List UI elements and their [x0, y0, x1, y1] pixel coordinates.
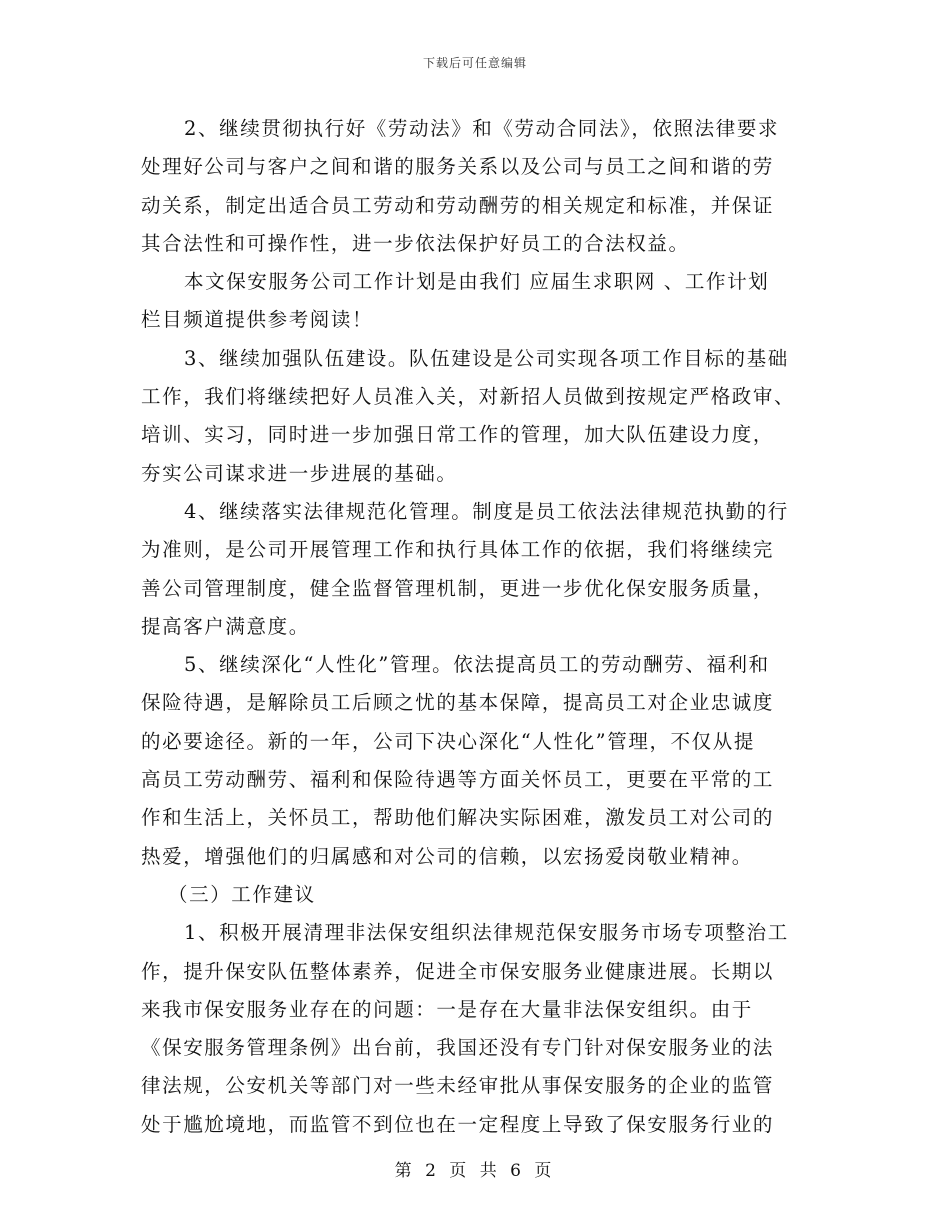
paragraph-line: 栏目频道提供参考阅读！ — [141, 308, 374, 332]
paragraph-line: 《保安服务管理条例》出台前，我国还没有专门针对保安服务业的法 — [141, 1036, 775, 1060]
paragraph-line: 1、积极开展清理非法保安组织法律规范保安服务市场专项整治工 — [184, 921, 789, 945]
paragraph-line: 5、继续深化“人性化”管理。依法提高员工的劳动酬劳、福利和 — [184, 653, 770, 677]
paragraph-line: 为准则，是公司开展管理工作和执行具体工作的依据，我们将继续完 — [141, 538, 775, 562]
paragraph-line: 提高客户满意度。 — [141, 614, 310, 638]
page-footer: 第 2 页 共 6 页 — [394, 1161, 556, 1181]
paragraph-line: 作和生活上，关怀员工，帮助他们解决实际困难，激发员工对公司的 — [141, 806, 775, 830]
paragraph-line: 的必要途径。新的一年，公司下决心深化“人性化”管理，不仅从提 — [141, 729, 755, 753]
paragraph-line: 工作，我们将继续把好人员准入关，对新招人员做到按规定严格政审、 — [141, 385, 796, 409]
paragraph-line: 培训、实习，同时进一步加强日常工作的管理，加大队伍建设力度， — [141, 423, 775, 447]
paragraph-line: 动关系，制定出适合员工劳动和劳动酬劳的相关规定和标准，并保证 — [141, 193, 775, 217]
section-heading: （三）工作建议 — [168, 882, 316, 906]
paragraph-line: 来我市保安服务业存在的问题：一是存在大量非法保安组织。由于 — [141, 997, 753, 1021]
paragraph-line: 高员工劳动酬劳、福利和保险待遇等方面关怀员工，更要在平常的工 — [141, 768, 775, 792]
paragraph-line: 律法规，公安机关等部门对一些未经审批从事保安服务的企业的监管 — [141, 1074, 775, 1098]
paragraph-line: 善公司管理制度，健全监督管理机制，更进一步优化保安服务质量， — [141, 576, 775, 600]
paragraph-line: 4、继续落实法律规范化管理。制度是员工依法法律规范执勤的行 — [184, 499, 789, 523]
paragraph-line: 夯实公司谋求进一步进展的基础。 — [141, 461, 458, 485]
paragraph-line: 作，提升保安队伍整体素养，促进全市保安服务业健康进展。长期以 — [141, 959, 775, 983]
paragraph-line: 保险待遇，是解除员工后顾之忧的基本保障，提高员工对企业忠诚度 — [141, 691, 775, 715]
paragraph-line: 2、继续贯彻执行好《劳动法》和《劳动合同法》，依照法律要求 — [184, 117, 780, 140]
paragraph-line: 处于尴尬境地，而监管不到位也在一定程度上导致了保安服务行业的 — [141, 1112, 775, 1136]
document-body — [141, 110, 811, 1144]
paragraph-line: 热爱，增强他们的归属感和对公司的信赖，以宏扬爱岗敬业精神。 — [141, 844, 753, 868]
paragraph-line: 其合法性和可操作性，进一步依法保护好员工的合法权益。 — [141, 231, 690, 255]
paragraph-line: 3、继续加强队伍建设。队伍建设是公司实现各项工作目标的基础 — [184, 346, 789, 370]
paragraph-line: 本文保安服务公司工作计划是由我们 应届生求职网 、工作计划 — [184, 270, 770, 294]
page-header: 下载后可任意编辑 — [422, 56, 527, 70]
paragraph-line: 处理好公司与客户之间和谐的服务关系以及公司与员工之间和谐的劳 — [141, 155, 775, 179]
